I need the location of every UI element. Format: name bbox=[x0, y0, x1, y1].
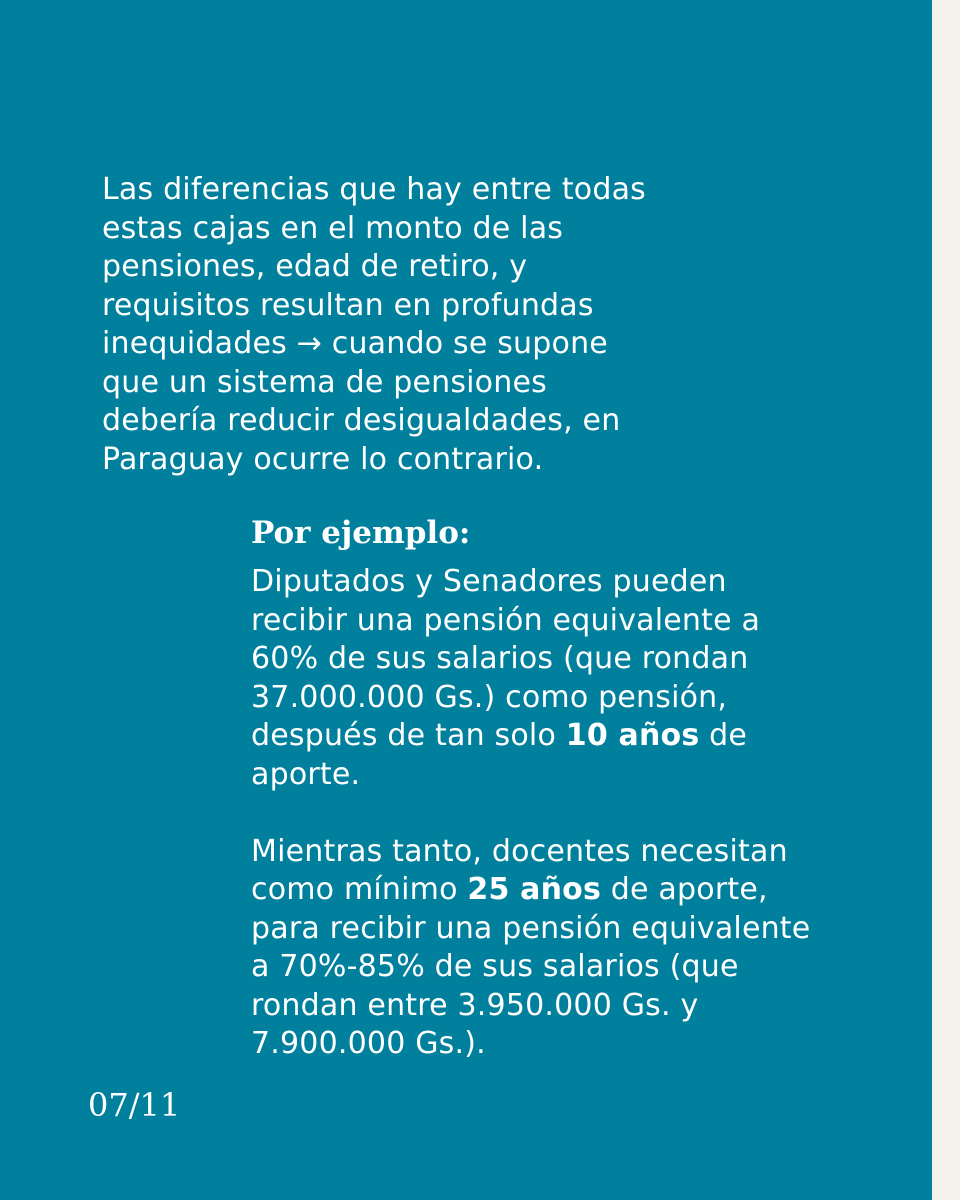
intro-line: Las diferencias que hay entre todas bbox=[102, 172, 646, 207]
intro-line: debería reducir desigualdades, en bbox=[102, 403, 621, 438]
paragraph-line: 7.900.000 Gs.). bbox=[251, 1026, 486, 1061]
side-strip bbox=[932, 0, 960, 1200]
paragraph-line: 60% de sus salarios (que rondan bbox=[251, 641, 749, 676]
paragraph-line: 37.000.000 Gs.) como pensión, bbox=[251, 679, 728, 715]
text-fragment: de bbox=[699, 718, 748, 753]
intro-line: estas cajas en el monto de las bbox=[102, 210, 564, 246]
paragraph-line bbox=[251, 871, 911, 910]
example-paragraph-legislators bbox=[251, 563, 911, 794]
paragraph-line: a 70%-85% de sus salarios (que bbox=[251, 949, 739, 984]
paragraph-line: recibir una pensión equivalente a bbox=[251, 602, 761, 638]
intro-line: inequidades → cuando se supone bbox=[102, 326, 608, 361]
paragraph-line: aporte. bbox=[251, 756, 361, 792]
example-section bbox=[251, 511, 911, 1064]
intro-line: que un sistema de pensiones bbox=[102, 364, 547, 400]
text-fragment: como mínimo bbox=[251, 872, 468, 907]
paragraph-line bbox=[251, 717, 911, 756]
highlight-years: 10 años bbox=[565, 718, 700, 753]
paragraph-line: Diputados y Senadores pueden bbox=[251, 564, 727, 599]
intro-line: requisitos resultan en profundas bbox=[102, 287, 594, 323]
paragraph-line: rondan entre 3.950.000 Gs. y bbox=[251, 987, 699, 1023]
paragraph-line: Mientras tanto, docentes necesitan bbox=[251, 833, 788, 869]
text-fragment: después de tan solo bbox=[251, 718, 566, 753]
page-number: 07/11 bbox=[88, 1086, 181, 1124]
highlight-years: 25 años bbox=[467, 872, 602, 907]
paragraph-line: para recibir una pensión equivalente bbox=[251, 910, 811, 946]
example-paragraph-teachers bbox=[251, 833, 911, 1064]
example-heading: Por ejemplo: bbox=[251, 515, 471, 551]
intro-paragraph bbox=[102, 171, 742, 479]
intro-line: Paraguay ocurre lo contrario. bbox=[102, 441, 544, 477]
paragraph-spacer bbox=[251, 794, 911, 833]
intro-line: pensiones, edad de retiro, y bbox=[102, 249, 528, 284]
text-fragment: de aporte, bbox=[601, 872, 768, 907]
